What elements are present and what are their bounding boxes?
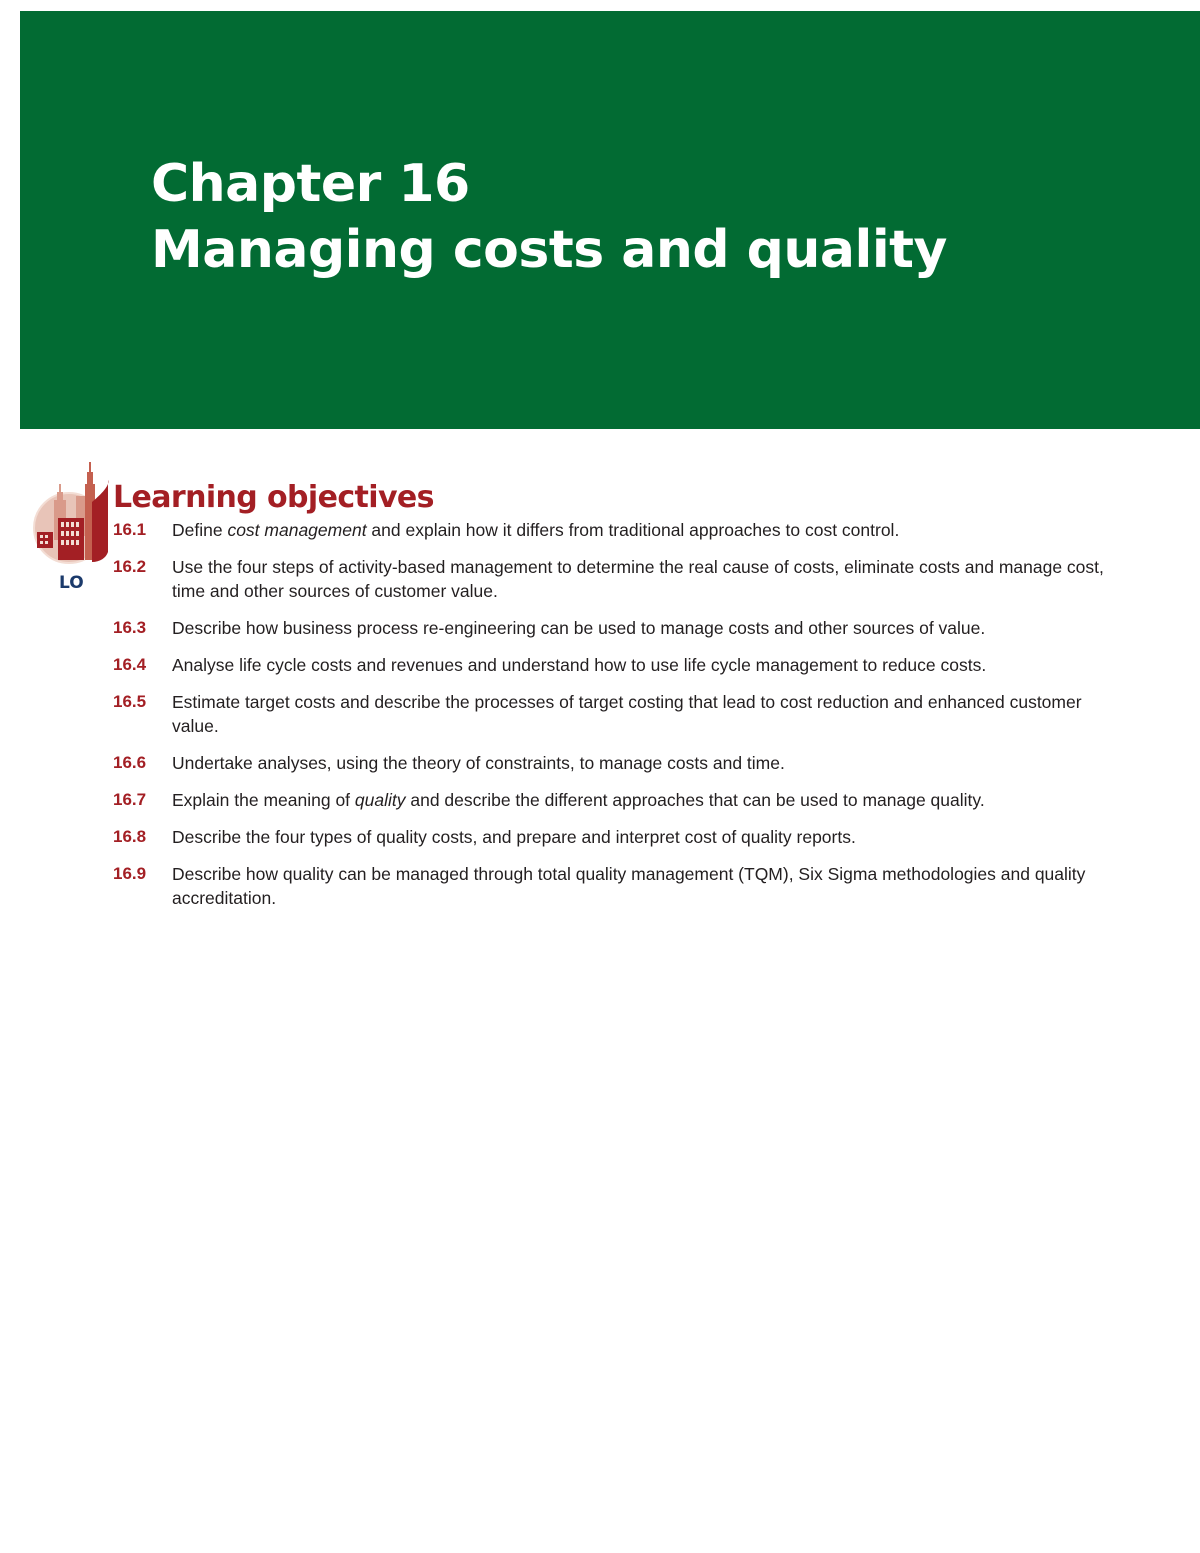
objective-number: 16.8 xyxy=(113,827,147,846)
objective-number: 16.4 xyxy=(113,655,147,674)
chapter-title xyxy=(151,151,947,283)
objective-text xyxy=(172,788,1113,812)
objective-number: 16.1 xyxy=(113,520,147,539)
objective-number: 16.7 xyxy=(113,790,147,809)
objective-text-part: and explain how it differs from traditional approaches to cost control. xyxy=(366,520,900,540)
learning-objectives-icon xyxy=(32,462,112,592)
objective-italic-term: quality xyxy=(354,790,406,810)
learning-objective-item xyxy=(113,616,1113,640)
learning-objective-item xyxy=(113,862,1113,910)
learning-objective-item xyxy=(113,518,1113,542)
objective-number: 16.3 xyxy=(113,618,147,637)
objective-text-part: Analyse life cycle costs and revenues and understand how to use life cycle management to reduce costs. xyxy=(172,655,987,675)
learning-objective-item xyxy=(113,825,1113,849)
learning-objective-item xyxy=(113,653,1113,677)
objective-text-part: Describe the four types of quality costs, and prepare and interpret cost of quality reports. xyxy=(172,827,856,847)
objective-text xyxy=(172,518,1113,542)
objective-text-part: Use the four steps of activity-based management to determine the real cause of costs, eliminate costs and manage cost, time and other sources of customer value. xyxy=(172,557,1104,601)
learning-objectives-heading: Learning objectives xyxy=(113,480,434,515)
objective-text-part: Describe how business process re-engineering can be used to manage costs and other sources of value. xyxy=(172,618,986,638)
objective-number: 16.6 xyxy=(113,753,147,772)
objective-text xyxy=(172,862,1113,910)
objective-text-part: Explain the meaning of xyxy=(172,790,355,810)
learning-objective-item xyxy=(113,555,1113,603)
objective-text xyxy=(172,653,1113,677)
objective-text-part: Define xyxy=(172,520,228,540)
chapter-number: Chapter 16 xyxy=(151,154,470,214)
objective-text xyxy=(172,825,1113,849)
learning-objective-item xyxy=(113,788,1113,812)
chapter-banner xyxy=(20,11,1200,429)
objective-text-part: Undertake analyses, using the theory of constraints, to manage costs and time. xyxy=(172,753,785,773)
objective-number: 16.2 xyxy=(113,557,147,576)
objective-italic-term: cost management xyxy=(227,520,367,540)
learning-objective-item xyxy=(113,690,1113,738)
objective-text xyxy=(172,616,1113,640)
objective-text xyxy=(172,555,1113,603)
objective-number: 16.5 xyxy=(113,692,147,711)
objective-number: 16.9 xyxy=(113,864,147,883)
objective-text-part: Describe how quality can be managed through total quality management (TQM), Six Sigma methodologies and quality accreditation. xyxy=(172,864,1086,908)
lo-label: LO xyxy=(59,573,84,592)
objective-text xyxy=(172,690,1113,738)
learning-objectives-list xyxy=(113,518,1113,923)
objective-text xyxy=(172,751,1113,775)
objective-text-part: Estimate target costs and describe the processes of target costing that lead to cost reduction and enhanced customer value. xyxy=(172,692,1082,736)
chapter-name: Managing costs and quality xyxy=(151,220,947,280)
learning-objective-item xyxy=(113,751,1113,775)
objective-text-part: and describe the different approaches that can be used to manage quality. xyxy=(405,790,985,810)
